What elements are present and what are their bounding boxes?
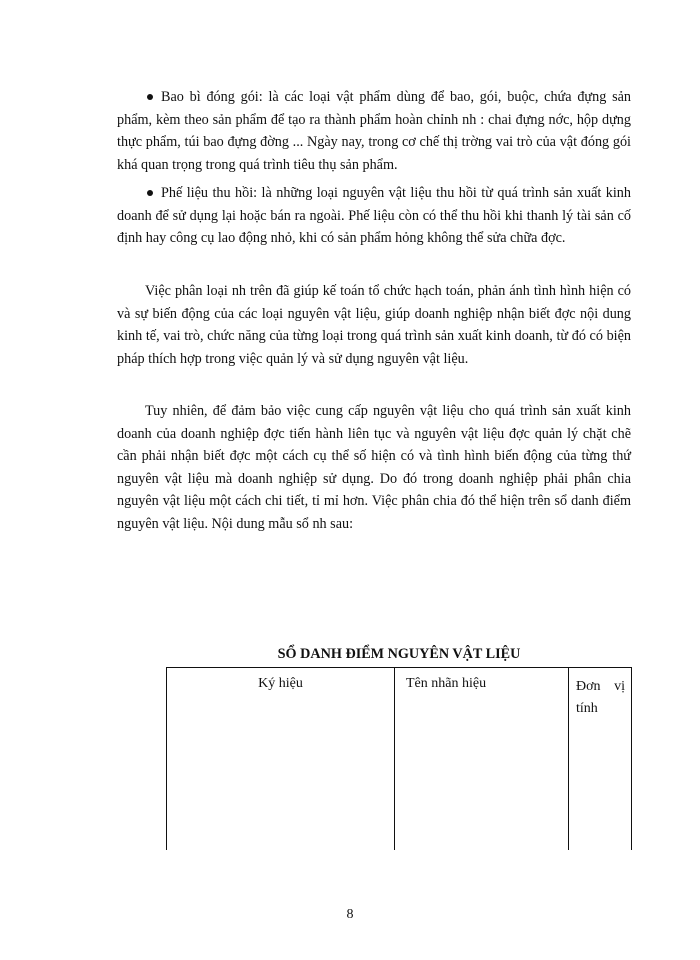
paragraph-classification: Việc phân loại nh trên đã giúp kế toán tổ chức hạch toán, phản ánh tình hình hiện có và sự biến động của các loại nguyên vật liệu, giúp doanh nghiệp nhận biết đợc nội dung kinh tế, vai trò, chức năng của từng loại trong quá trình sản xuất kinh doanh, từ đó có biện pháp thích hợp trong việc quản lý và sử dụng nguyên vật liệu. — [117, 283, 631, 367]
bullet-icon — [147, 190, 153, 196]
header-brand-name: Tên nhãn hiệu — [406, 676, 487, 691]
table-title: SỔ DANH ĐIỂM NGUYÊN VẬT LIỆU — [277, 646, 521, 662]
paragraph-however: Tuy nhiên, để đảm bảo việc cung cấp nguyên vật liệu cho quá trình sản xuất kinh doanh của doanh nghiệp đợc tiến hành liên tục và nguyên vật liệu đợc quản lý chặt chẽ cần phải nhận biết đợc một cách cụ thể số hiện có và tình hình biến động của từng thứ nguyên vật liệu mà doanh nghiệp sử dụng. Do đó trong doanh nghiệp phải phân chia nguyên vật liệu một cách chi tiết, tỉ mỉ hơn. Việc phân chia đó thể hiện trên sổ danh điểm nguyên vật liệu. Nội dung mẫu sổ nh sau: — [117, 403, 631, 532]
header-unit: Đơn vị tính — [576, 679, 625, 716]
column-unit — [568, 668, 631, 850]
ledger-table — [166, 667, 632, 850]
column-symbol — [167, 668, 395, 850]
paragraph-text: Phế liệu thu hồi: là những loại nguyên vật liệu thu hồi từ quá trình sản xuất kinh doanh để sử dụng lại hoặc bán ra ngoài. Phế liệu còn có thể thu hồi khi thanh lý tài sản cố định hay công cụ lao động nhỏ, khi có sản phẩm hỏng không thể sửa chữa đợc. — [117, 185, 631, 246]
paragraph-text: Bao bì đóng gói: là các loại vật phẩm dùng để bao, gói, buộc, chứa đựng sản phẩm, kèm theo sản phẩm để tạo ra thành phẩm hoàn chỉnh nh : chai đựng nớc, hộp dựng thực phẩm, túi bao đựng đờng ... Ngày nay, trong cơ chế thị trờng vai trò của vật đóng gói khá quan trọng trong quá trình tiêu thụ sản phẩm. — [117, 89, 631, 173]
column-brand-name — [394, 668, 569, 850]
page-number: 8 — [346, 907, 354, 922]
paragraph-packaging — [117, 86, 631, 176]
header-symbol: Ký hiệu — [258, 676, 303, 691]
paragraph-scrap — [117, 182, 631, 250]
bullet-icon — [147, 94, 153, 100]
